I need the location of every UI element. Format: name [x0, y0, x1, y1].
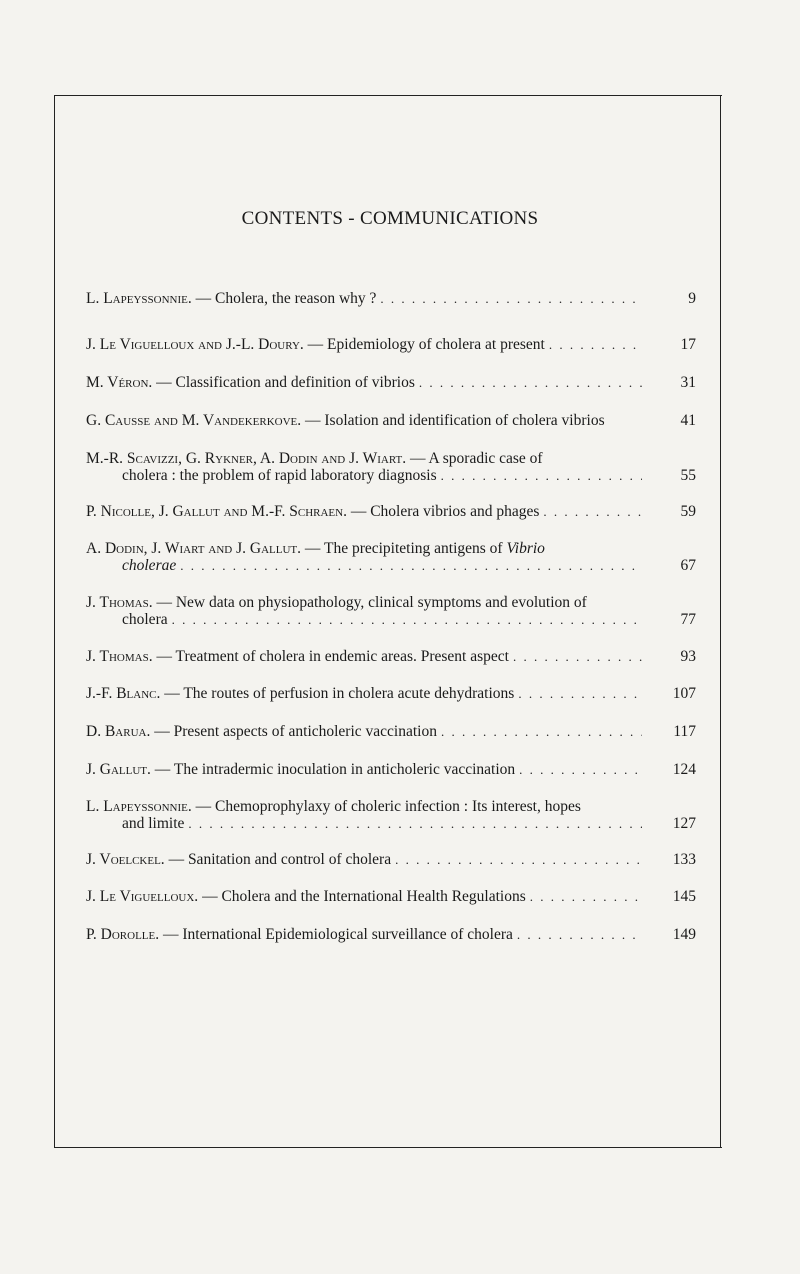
dot-leader: [441, 723, 642, 740]
dot-leader: [518, 685, 642, 702]
entry-title-continued: cholera: [122, 611, 168, 628]
entry-page: 124: [672, 761, 696, 778]
dot-leader: [380, 290, 642, 307]
dot-leader: [543, 503, 642, 520]
entry-title: — New data on physiopathology, clinical symptoms and evolution of: [156, 594, 587, 611]
entry-authors: L. Lapeyssonnie.: [86, 798, 192, 815]
entry-authors: J. Thomas.: [86, 648, 153, 665]
entry-page: 17: [680, 336, 696, 353]
entry-authors: D. Barua.: [86, 723, 151, 740]
entry-page: 117: [673, 723, 696, 740]
dot-leader: [180, 557, 642, 574]
toc-entry: [86, 798, 696, 832]
entry-title: — The precipiteting antigens of: [304, 540, 503, 557]
toc-entry: [86, 450, 696, 484]
toc-entry: [86, 374, 696, 391]
entry-page: 9: [688, 290, 696, 307]
entry-page: 107: [672, 685, 696, 702]
entry-authors: L. Lapeyssonnie.: [86, 290, 192, 307]
toc-entry: [86, 851, 696, 868]
toc-entry: [86, 594, 696, 628]
toc-entry: [86, 648, 696, 665]
dot-leader: [517, 926, 642, 943]
dot-leader: [172, 611, 642, 628]
entry-authors: J. Thomas.: [86, 594, 153, 611]
entry-title: — Treatment of cholera in endemic areas. Present aspect: [156, 648, 509, 665]
entry-title: — Sanitation and control of cholera: [168, 851, 392, 868]
toc-entry: [86, 290, 696, 307]
dot-leader: [395, 851, 642, 868]
entry-title: — Classification and definition of vibrios: [156, 374, 415, 391]
entry-authors: M. Véron.: [86, 374, 153, 391]
toc-entry: [86, 503, 696, 520]
entry-page: 31: [680, 374, 696, 391]
entry-authors: J. Voelckel.: [86, 851, 165, 868]
frame-top-rule: [54, 95, 722, 96]
entry-page: 41: [680, 412, 696, 429]
entry-title: — A sporadic case of: [410, 450, 543, 467]
entry-page: 127: [672, 815, 696, 832]
entry-title-continued: cholera : the problem of rapid laboratory diagnosis: [122, 467, 437, 484]
entry-title: — Cholera, the reason why ?: [195, 290, 377, 307]
dot-leader: [188, 815, 642, 832]
frame-right-rule: [720, 95, 721, 1147]
entry-title-continued: and limite: [122, 815, 185, 832]
toc-entry: [86, 685, 696, 702]
entry-authors: P. Dorolle.: [86, 926, 160, 943]
entry-title: — The routes of perfusion in cholera acute dehydrations: [164, 685, 515, 702]
entry-page: 93: [680, 648, 696, 665]
entry-authors: G. Causse and M. Vandekerkove.: [86, 412, 302, 429]
entry-authors: A. Dodin, J. Wiart and J. Gallut.: [86, 540, 301, 557]
entry-page: 145: [672, 888, 696, 905]
dot-leader: [519, 761, 642, 778]
entry-title: — International Epidemiological surveillance of cholera: [162, 926, 513, 943]
dot-leader: [549, 336, 642, 353]
frame-bottom-rule: [54, 1147, 722, 1148]
toc-entry: [86, 888, 696, 905]
entry-page: 133: [672, 851, 696, 868]
entry-title-continued: cholerae: [122, 557, 177, 574]
entry-title: — Chemoprophylaxy of choleric infection : Its interest, hopes: [195, 798, 581, 815]
entry-title: — Isolation and identification of cholera vibrios: [305, 412, 605, 429]
entry-title-italic: Vibrio: [506, 540, 545, 557]
toc-entry: [86, 336, 696, 353]
dot-leader: [530, 888, 642, 905]
entry-title: — The intradermic inoculation in anticholeric vaccination: [154, 761, 516, 778]
entry-authors: J. Gallut.: [86, 761, 151, 778]
dot-leader: [513, 648, 642, 665]
entry-title: — Cholera vibrios and phages: [350, 503, 540, 520]
entry-title: — Cholera and the International Health Regulations: [202, 888, 526, 905]
entry-page: 149: [672, 926, 696, 943]
entry-title: — Present aspects of anticholeric vaccination: [154, 723, 437, 740]
entry-authors: J.-F. Blanc.: [86, 685, 161, 702]
dot-leader: [419, 374, 642, 391]
entry-page: 55: [680, 467, 696, 484]
entry-page: 59: [680, 503, 696, 520]
entry-authors: J. Le Viguelloux.: [86, 888, 199, 905]
entry-page: 77: [680, 611, 696, 628]
toc-entry: [86, 540, 696, 574]
entry-authors: J. Le Viguelloux and J.-L. Doury.: [86, 336, 304, 353]
toc-entry: [86, 926, 696, 943]
toc-entry: [86, 761, 696, 778]
dot-leader: [441, 467, 642, 484]
entry-page: 67: [680, 557, 696, 574]
entry-authors: P. Nicolle, J. Gallut and M.-F. Schraen.: [86, 503, 347, 520]
entry-title: — Epidemiology of cholera at present: [307, 336, 545, 353]
page-title: CONTENTS - COMMUNICATIONS: [241, 208, 539, 229]
entry-authors: M.-R. Scavizzi, G. Rykner, A. Dodin and J. Wiart.: [86, 450, 407, 467]
toc-entry: [86, 412, 696, 429]
toc-entry: [86, 723, 696, 740]
frame-left-rule: [54, 95, 55, 1147]
